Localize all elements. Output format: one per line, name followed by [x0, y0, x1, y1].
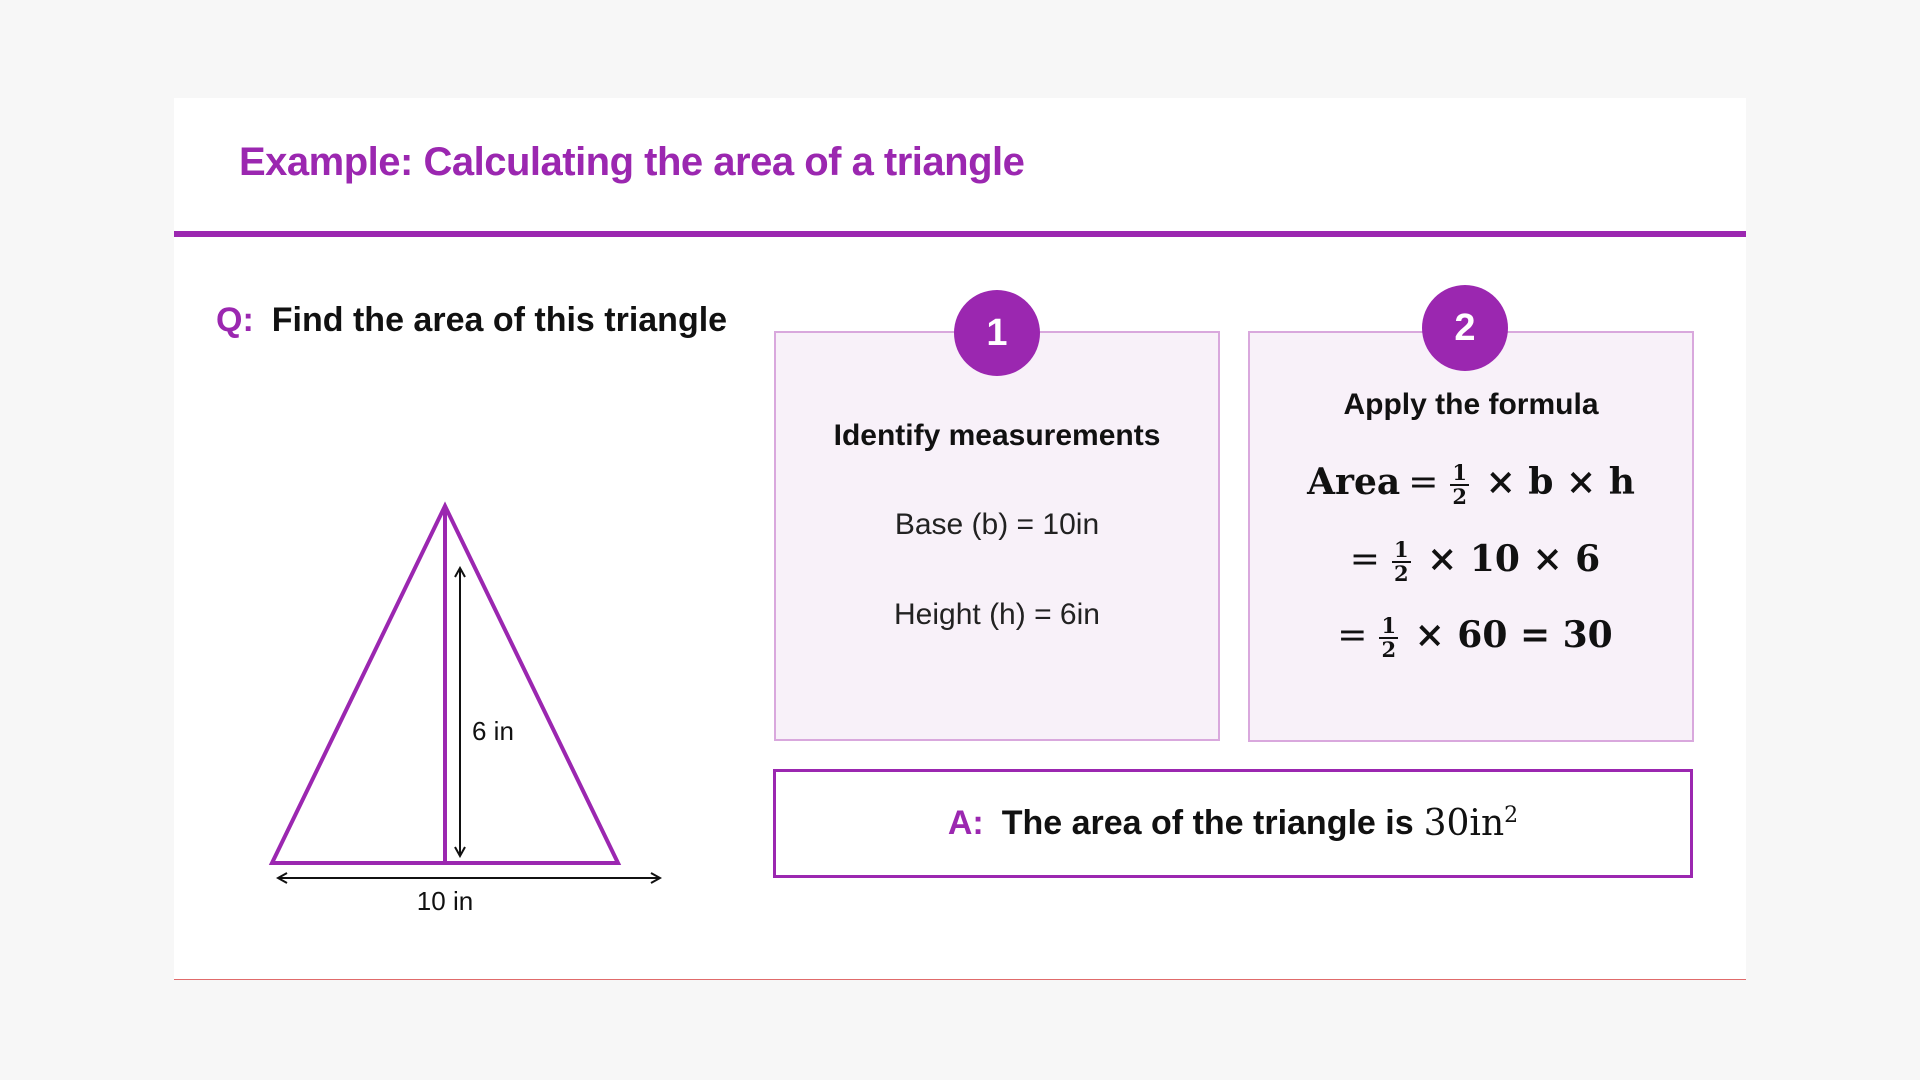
fraction-half	[1450, 459, 1469, 509]
triangle-svg	[234, 398, 684, 918]
fraction-denominator: 2	[1452, 484, 1468, 509]
step-1-badge: 1	[954, 290, 1040, 376]
answer-label: A:	[947, 804, 984, 842]
step-1-box	[774, 331, 1220, 741]
formula-area-term: Area	[1307, 461, 1401, 503]
title-divider	[174, 231, 1746, 237]
base-label: 10 in	[416, 886, 474, 916]
answer-value	[1424, 803, 1519, 844]
step-2-heading: Apply the formula	[1343, 388, 1599, 421]
height-label: 6 in	[472, 716, 514, 746]
answer-exponent: 2	[1504, 803, 1519, 828]
formula-rest: × 60 = 30	[1414, 614, 1613, 656]
fraction-denominator: 2	[1393, 561, 1409, 586]
base-measurement: Base (b) = 10in	[894, 508, 1100, 541]
answer-box	[773, 769, 1693, 878]
step-2-box	[1248, 331, 1694, 742]
fraction-half	[1379, 612, 1398, 662]
formula-line-3	[1250, 614, 1692, 661]
formula-line-1	[1250, 461, 1692, 508]
fraction-numerator: 1	[1452, 459, 1468, 485]
equals-sign: =	[1349, 539, 1380, 580]
equals-sign: =	[1337, 615, 1368, 656]
fraction-numerator: 1	[1393, 536, 1409, 562]
page-title: Example: Calculating the area of a triangle	[239, 140, 1025, 184]
question	[216, 301, 727, 340]
height-measurement: Height (h) = 6in	[894, 598, 1100, 631]
step-1-heading: Identify measurements	[833, 419, 1161, 452]
formula-rest: × b × h	[1485, 461, 1635, 503]
step-2-badge: 2	[1422, 285, 1508, 371]
formula-rest: × 10 × 6	[1427, 538, 1601, 580]
fraction-denominator: 2	[1381, 637, 1397, 662]
question-text: Find the area of this triangle	[271, 301, 728, 339]
equals-sign: =	[1408, 462, 1439, 503]
fraction-numerator: 1	[1381, 612, 1397, 638]
answer-text: The area of the triangle is	[1001, 804, 1414, 842]
answer-number: 30in	[1423, 803, 1505, 844]
triangle-diagram	[234, 398, 684, 918]
slide-card	[174, 98, 1746, 980]
fraction-half	[1392, 536, 1411, 586]
question-label: Q:	[216, 301, 254, 339]
formula-line-2	[1250, 538, 1692, 585]
